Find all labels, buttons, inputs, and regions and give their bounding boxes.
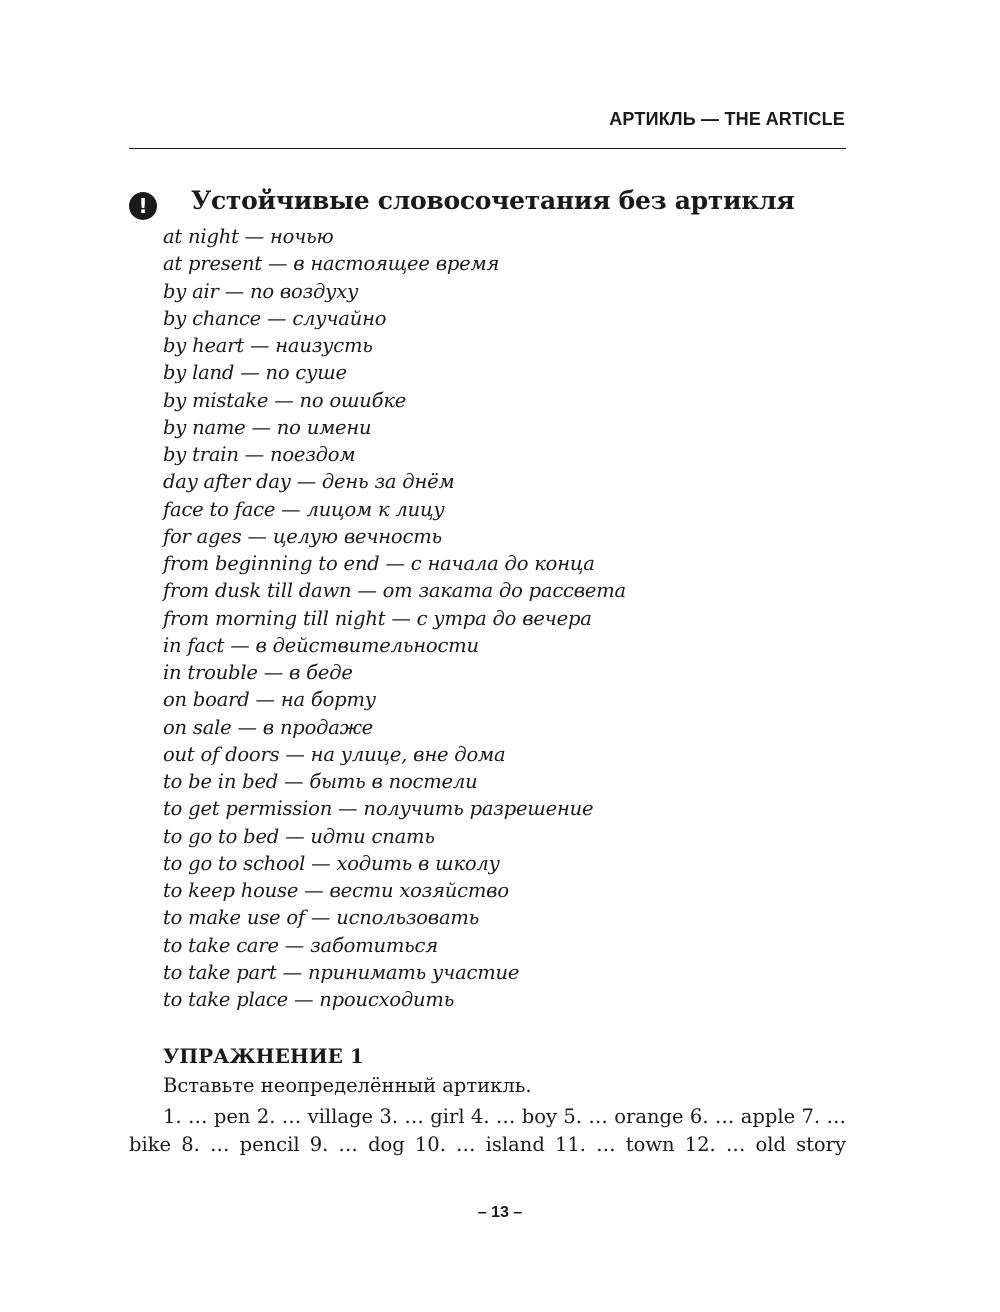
phrase-item: by mistake — по ошибке	[163, 388, 407, 412]
phrase-item: to be in bed — быть в постели	[163, 770, 478, 793]
phrase-item: for ages — целую вечность	[163, 524, 442, 548]
phrase-item: at night — ночью	[163, 225, 334, 248]
phrase-item: to make use of — использовать	[163, 906, 480, 930]
phrase-item: by land — по суше	[163, 361, 347, 385]
phrase-item: on sale — в продаже	[163, 715, 374, 739]
header-divider	[129, 148, 846, 149]
exercise-text: 1. … pen 2. … village 3. … girl 4. … boy 5. … orange 6. … apple 7. … bike 8. … pencil 9. … dog 10. … island 11. … town 12. … old story	[129, 1105, 846, 1156]
phrase-item: out of doors — на улице, вне дома	[163, 742, 506, 766]
section-title: Устойчивые словосочетания без артикля	[191, 186, 795, 215]
exercise-instruction: Вставьте неопределённый артикль.	[163, 1074, 532, 1097]
exclamation-icon: !	[129, 192, 157, 220]
phrase-item: to take part — принимать участие	[163, 960, 520, 984]
phrase-item: by train — поездом	[163, 443, 356, 466]
phrase-item: to take place — происходить	[163, 988, 455, 1011]
phrase-item: at present — в настоящее время	[163, 252, 500, 276]
phrase-item: from beginning to end — с начала до конца	[163, 552, 595, 575]
phrase-item: face to face — лицом к лицу	[163, 497, 445, 521]
phrase-item: by air — по воздуху	[163, 279, 359, 303]
page-number: – 13 –	[477, 1204, 523, 1221]
phrase-item: to go to school — ходить в школу	[163, 851, 500, 875]
phrase-item: day after day — день за днём	[163, 470, 455, 494]
phrase-item: in trouble — в беде	[163, 661, 353, 684]
phrase-list	[163, 223, 843, 1013]
phrase-item: in fact — в действительности	[163, 633, 479, 657]
phrase-item: to keep house — вести хозяйство	[163, 879, 509, 902]
phrase-item: to get permission — получить разрешение	[163, 797, 594, 821]
phrase-item: from dusk till dawn — от заката до рассвета	[163, 579, 626, 603]
phrase-item: by chance — случайно	[163, 306, 387, 330]
running-head: АРТИКЛЬ — THE ARTICLE	[609, 109, 845, 129]
phrase-item: to take care — заботиться	[163, 933, 438, 957]
phrase-item: by name — по имени	[163, 415, 372, 439]
phrase-item: by heart — наизусть	[163, 334, 373, 357]
phrase-item: to go to bed — идти спать	[163, 824, 435, 848]
exercise-title: УПРАЖНЕНИЕ 1	[163, 1044, 364, 1068]
phrase-item: from morning till night — с утра до вечера	[163, 606, 592, 630]
phrase-item: on board — на борту	[163, 688, 376, 712]
